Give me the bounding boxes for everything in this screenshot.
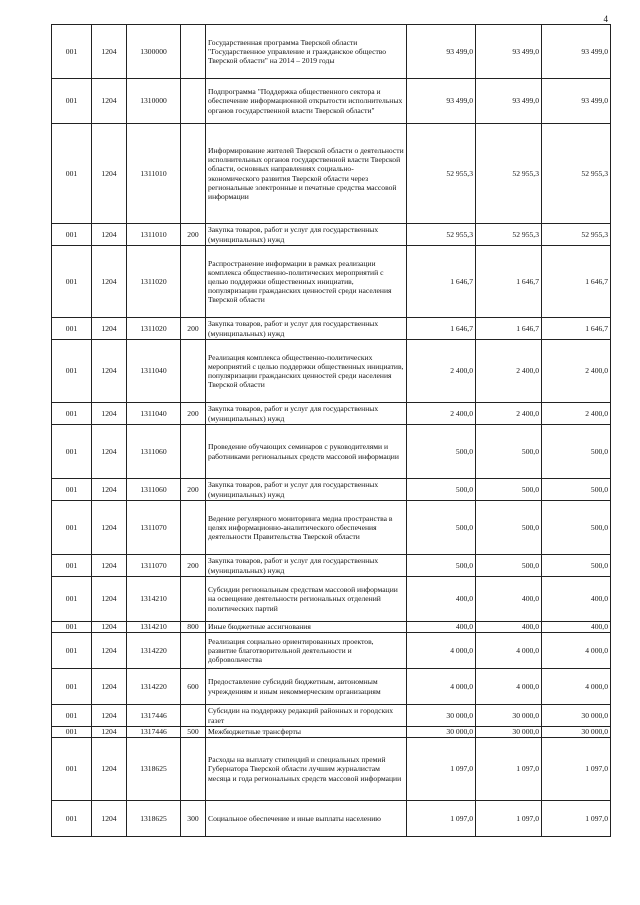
amount-year2-cell: 4 000,0 — [476, 669, 542, 705]
amount-year2-cell: 52 955,3 — [476, 224, 542, 246]
amount-year3-cell: 500,0 — [542, 425, 611, 479]
table-row — [52, 340, 611, 403]
admin-code-cell: 001 — [52, 738, 92, 801]
admin-code-cell: 001 — [52, 425, 92, 479]
amount-year1-cell: 93 499,0 — [407, 79, 476, 124]
expense-type-cell: 200 — [181, 224, 206, 246]
expense-type-cell: 200 — [181, 555, 206, 577]
item-name-cell: Закупка товаров, работ и услуг для государственных (муниципальных) нужд — [206, 224, 407, 246]
section-code-cell: 1204 — [92, 669, 127, 705]
table-row — [52, 501, 611, 555]
table-row — [52, 705, 611, 727]
admin-code-cell: 001 — [52, 25, 92, 79]
amount-year2-cell: 500,0 — [476, 479, 542, 501]
amount-year1-cell: 52 955,3 — [407, 124, 476, 224]
table-row — [52, 25, 611, 79]
amount-year3-cell: 30 000,0 — [542, 727, 611, 738]
target-article-cell: 1311010 — [127, 224, 181, 246]
page-number: 4 — [603, 14, 608, 24]
amount-year3-cell: 30 000,0 — [542, 705, 611, 727]
amount-year1-cell: 400,0 — [407, 577, 476, 622]
item-name-cell: Закупка товаров, работ и услуг для государственных (муниципальных) нужд — [206, 555, 407, 577]
amount-year3-cell: 2 400,0 — [542, 340, 611, 403]
item-name-cell: Иные бюджетные ассигнования — [206, 622, 407, 633]
expense-type-cell — [181, 577, 206, 622]
target-article-cell: 1314210 — [127, 622, 181, 633]
amount-year2-cell: 93 499,0 — [476, 25, 542, 79]
item-name-cell: Субсидии региональным средствам массовой информации на освещение деятельности региональных отделений политических партий — [206, 577, 407, 622]
item-name-cell: Проведение обучающих семинаров с руководителями и работниками региональных средств массовой информации — [206, 425, 407, 479]
target-article-cell: 1311020 — [127, 318, 181, 340]
target-article-cell: 1311070 — [127, 501, 181, 555]
admin-code-cell: 001 — [52, 555, 92, 577]
target-article-cell: 1300000 — [127, 25, 181, 79]
expense-type-cell — [181, 79, 206, 124]
table-row — [52, 246, 611, 318]
section-code-cell: 1204 — [92, 403, 127, 425]
admin-code-cell: 001 — [52, 124, 92, 224]
amount-year1-cell: 2 400,0 — [407, 403, 476, 425]
table-row — [52, 738, 611, 801]
amount-year2-cell: 500,0 — [476, 555, 542, 577]
item-name-cell: Подпрограмма "Поддержка общественного сектора и обеспечение информационной открытости исполнительных органов государственной власти Тверской области" — [206, 79, 407, 124]
amount-year2-cell: 93 499,0 — [476, 79, 542, 124]
expense-type-cell: 200 — [181, 403, 206, 425]
amount-year3-cell: 52 955,3 — [542, 124, 611, 224]
amount-year2-cell: 1 097,0 — [476, 738, 542, 801]
expense-type-cell — [181, 501, 206, 555]
item-name-cell: Расходы на выплату стипендий и специальных премий Губернатора Тверской области лучшим журналистам месяца и года региональных средств массовой информации — [206, 738, 407, 801]
amount-year1-cell: 52 955,3 — [407, 224, 476, 246]
amount-year2-cell: 500,0 — [476, 501, 542, 555]
section-code-cell: 1204 — [92, 246, 127, 318]
amount-year2-cell: 2 400,0 — [476, 403, 542, 425]
expense-type-cell: 200 — [181, 479, 206, 501]
amount-year3-cell: 1 097,0 — [542, 738, 611, 801]
item-name-cell: Социальное обеспечение и иные выплаты населению — [206, 801, 407, 837]
expense-type-cell — [181, 25, 206, 79]
amount-year3-cell: 93 499,0 — [542, 79, 611, 124]
budget-table — [51, 24, 611, 837]
target-article-cell: 1317446 — [127, 705, 181, 727]
table-row — [52, 479, 611, 501]
target-article-cell: 1311010 — [127, 124, 181, 224]
item-name-cell: Информирование жителей Тверской области о деятельности исполнительных органов государственной власти Тверской области, основных направлениях социально-экономического развития Тверской области через региональные электронные и печатные средства массовой информации — [206, 124, 407, 224]
amount-year1-cell: 1 646,7 — [407, 318, 476, 340]
table-row — [52, 124, 611, 224]
amount-year2-cell: 400,0 — [476, 622, 542, 633]
amount-year3-cell: 500,0 — [542, 479, 611, 501]
table-row — [52, 669, 611, 705]
amount-year3-cell: 1 097,0 — [542, 801, 611, 837]
expense-type-cell — [181, 705, 206, 727]
amount-year3-cell: 1 646,7 — [542, 246, 611, 318]
admin-code-cell: 001 — [52, 403, 92, 425]
admin-code-cell: 001 — [52, 622, 92, 633]
admin-code-cell: 001 — [52, 224, 92, 246]
expense-type-cell — [181, 738, 206, 801]
item-name-cell: Реализация комплекса общественно-политических мероприятий с целью поддержки общественных инициатив, популяризации гражданских ценностей среди населения Тверской области — [206, 340, 407, 403]
expense-type-cell: 600 — [181, 669, 206, 705]
table-row — [52, 403, 611, 425]
section-code-cell: 1204 — [92, 577, 127, 622]
target-article-cell: 1311060 — [127, 425, 181, 479]
amount-year3-cell: 1 646,7 — [542, 318, 611, 340]
item-name-cell: Закупка товаров, работ и услуг для государственных (муниципальных) нужд — [206, 403, 407, 425]
amount-year3-cell: 500,0 — [542, 501, 611, 555]
amount-year1-cell: 4 000,0 — [407, 633, 476, 669]
admin-code-cell: 001 — [52, 727, 92, 738]
table-row — [52, 555, 611, 577]
item-name-cell: Предоставление субсидий бюджетным, автономным учреждениям и иным некоммерческим организациям — [206, 669, 407, 705]
amount-year1-cell: 500,0 — [407, 479, 476, 501]
expense-type-cell: 800 — [181, 622, 206, 633]
amount-year3-cell: 52 955,3 — [542, 224, 611, 246]
admin-code-cell: 001 — [52, 577, 92, 622]
section-code-cell: 1204 — [92, 622, 127, 633]
section-code-cell: 1204 — [92, 124, 127, 224]
admin-code-cell: 001 — [52, 669, 92, 705]
target-article-cell: 1318625 — [127, 738, 181, 801]
section-code-cell: 1204 — [92, 727, 127, 738]
amount-year1-cell: 500,0 — [407, 501, 476, 555]
expense-type-cell — [181, 246, 206, 318]
target-article-cell: 1310000 — [127, 79, 181, 124]
table-row — [52, 79, 611, 124]
expense-type-cell: 500 — [181, 727, 206, 738]
amount-year2-cell: 30 000,0 — [476, 705, 542, 727]
table-row — [52, 727, 611, 738]
target-article-cell: 1314220 — [127, 669, 181, 705]
admin-code-cell: 001 — [52, 79, 92, 124]
admin-code-cell: 001 — [52, 246, 92, 318]
target-article-cell: 1311040 — [127, 340, 181, 403]
section-code-cell: 1204 — [92, 738, 127, 801]
item-name-cell: Государственная программа Тверской области "Государственное управление и гражданское общество Тверской области" на 2014 – 2019 годы — [206, 25, 407, 79]
table-body — [52, 25, 611, 837]
item-name-cell: Распространение информации в рамках реализации комплекса общественно-политических мероприятий с целью поддержки общественных инициатив, популяризации гражданских ценностей среди населения Тверской области — [206, 246, 407, 318]
admin-code-cell: 001 — [52, 479, 92, 501]
expense-type-cell: 300 — [181, 801, 206, 837]
expense-type-cell — [181, 425, 206, 479]
admin-code-cell: 001 — [52, 633, 92, 669]
table-row — [52, 633, 611, 669]
amount-year2-cell: 52 955,3 — [476, 124, 542, 224]
target-article-cell: 1314210 — [127, 577, 181, 622]
table-row — [52, 577, 611, 622]
target-article-cell: 1318625 — [127, 801, 181, 837]
amount-year3-cell: 2 400,0 — [542, 403, 611, 425]
admin-code-cell: 001 — [52, 801, 92, 837]
table-row — [52, 801, 611, 837]
section-code-cell: 1204 — [92, 555, 127, 577]
amount-year2-cell: 500,0 — [476, 425, 542, 479]
target-article-cell: 1311020 — [127, 246, 181, 318]
item-name-cell: Межбюджетные трансферты — [206, 727, 407, 738]
section-code-cell: 1204 — [92, 501, 127, 555]
section-code-cell: 1204 — [92, 318, 127, 340]
amount-year2-cell: 30 000,0 — [476, 727, 542, 738]
amount-year1-cell: 30 000,0 — [407, 705, 476, 727]
section-code-cell: 1204 — [92, 425, 127, 479]
item-name-cell: Закупка товаров, работ и услуг для государственных (муниципальных) нужд — [206, 318, 407, 340]
table-row — [52, 622, 611, 633]
section-code-cell: 1204 — [92, 79, 127, 124]
target-article-cell: 1317446 — [127, 727, 181, 738]
amount-year2-cell: 400,0 — [476, 577, 542, 622]
admin-code-cell: 001 — [52, 340, 92, 403]
amount-year3-cell: 500,0 — [542, 555, 611, 577]
section-code-cell: 1204 — [92, 25, 127, 79]
table-row — [52, 224, 611, 246]
amount-year3-cell: 400,0 — [542, 622, 611, 633]
amount-year1-cell: 93 499,0 — [407, 25, 476, 79]
admin-code-cell: 001 — [52, 318, 92, 340]
amount-year2-cell: 1 646,7 — [476, 318, 542, 340]
table-row — [52, 318, 611, 340]
item-name-cell: Ведение регулярного мониторинга медиа пространства в целях информационно-аналитического обеспечения деятельности Правительства Тверской области — [206, 501, 407, 555]
section-code-cell: 1204 — [92, 633, 127, 669]
expense-type-cell — [181, 340, 206, 403]
section-code-cell: 1204 — [92, 224, 127, 246]
amount-year3-cell: 400,0 — [542, 577, 611, 622]
expense-type-cell — [181, 633, 206, 669]
amount-year2-cell: 2 400,0 — [476, 340, 542, 403]
amount-year1-cell: 500,0 — [407, 555, 476, 577]
item-name-cell: Реализация социально ориентированных проектов, развитие благотворительной деятельности и добровольчества — [206, 633, 407, 669]
target-article-cell: 1311060 — [127, 479, 181, 501]
amount-year3-cell: 4 000,0 — [542, 633, 611, 669]
amount-year1-cell: 1 097,0 — [407, 801, 476, 837]
expense-type-cell: 200 — [181, 318, 206, 340]
amount-year1-cell: 30 000,0 — [407, 727, 476, 738]
section-code-cell: 1204 — [92, 801, 127, 837]
admin-code-cell: 001 — [52, 705, 92, 727]
section-code-cell: 1204 — [92, 479, 127, 501]
admin-code-cell: 001 — [52, 501, 92, 555]
amount-year2-cell: 1 097,0 — [476, 801, 542, 837]
expense-type-cell — [181, 124, 206, 224]
item-name-cell: Субсидии на поддержку редакций районных и городских газет — [206, 705, 407, 727]
target-article-cell: 1311040 — [127, 403, 181, 425]
table-row — [52, 425, 611, 479]
amount-year1-cell: 500,0 — [407, 425, 476, 479]
amount-year1-cell: 1 097,0 — [407, 738, 476, 801]
amount-year1-cell: 2 400,0 — [407, 340, 476, 403]
amount-year1-cell: 4 000,0 — [407, 669, 476, 705]
target-article-cell: 1311070 — [127, 555, 181, 577]
section-code-cell: 1204 — [92, 705, 127, 727]
item-name-cell: Закупка товаров, работ и услуг для государственных (муниципальных) нужд — [206, 479, 407, 501]
amount-year2-cell: 4 000,0 — [476, 633, 542, 669]
amount-year3-cell: 4 000,0 — [542, 669, 611, 705]
target-article-cell: 1314220 — [127, 633, 181, 669]
amount-year2-cell: 1 646,7 — [476, 246, 542, 318]
amount-year1-cell: 1 646,7 — [407, 246, 476, 318]
amount-year3-cell: 93 499,0 — [542, 25, 611, 79]
section-code-cell: 1204 — [92, 340, 127, 403]
amount-year1-cell: 400,0 — [407, 622, 476, 633]
